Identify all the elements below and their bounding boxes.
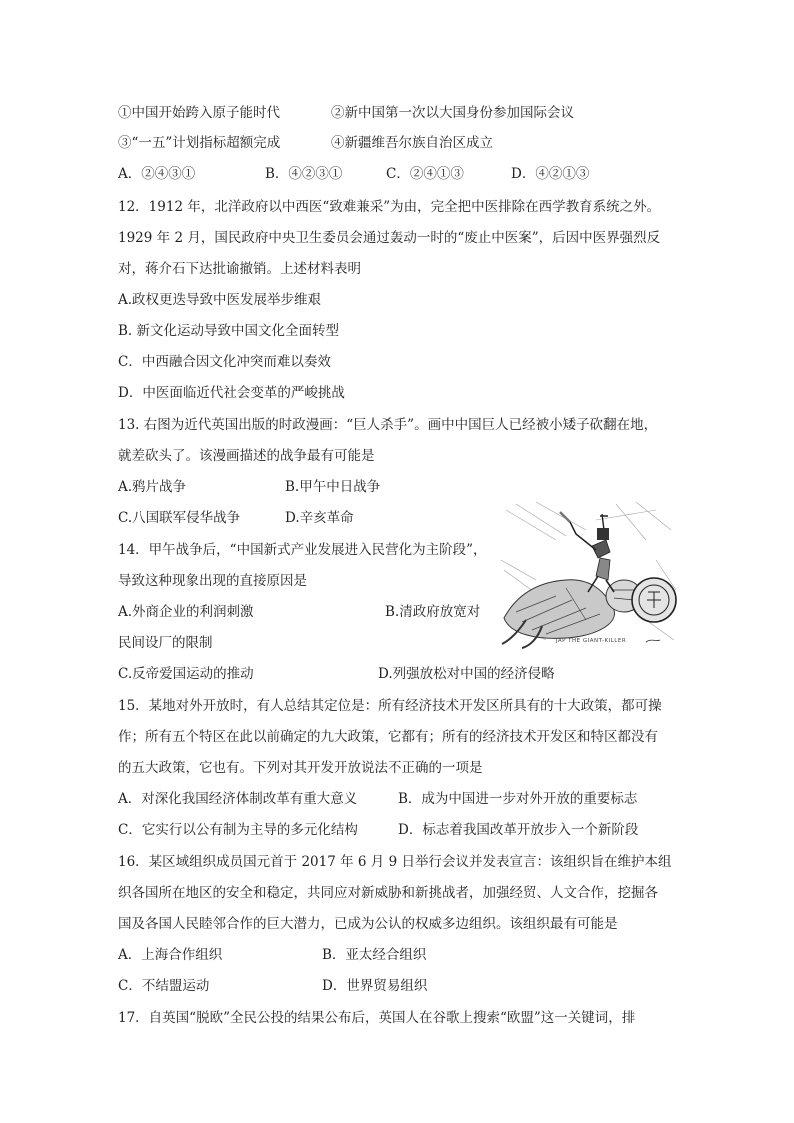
q11-item-3: ③“一五”计划指标超额完成 [118, 135, 281, 151]
q12-stem-line-3: 对，蒋介石下达批谕撤销。上述材料表明 [118, 261, 361, 277]
q11-option-b: B．④②③① [265, 166, 343, 182]
q11-option-c: C．②④①③ [386, 166, 464, 182]
q12-option-c: C．中西融合因文化冲突而难以奏效 [118, 354, 331, 370]
q14-option-b: B.清政府放宽对 [385, 604, 481, 620]
q16-option-d: D．世界贸易组织 [322, 978, 428, 994]
q14-stem-line-1: 14．甲午战争后，“中国新式产业发展进入民营化为主阶段”， [118, 542, 487, 558]
q14-option-a: A.外商企业的利润刺激 [118, 604, 254, 620]
q15-stem-line-2: 作；所有五个特区在此以前确定的九大政策，它都有；所有的经济技术开发区和特区都没有 [118, 729, 658, 745]
q13-stem-line-2: 就差砍头了。该漫画描述的战争最有可能是 [118, 448, 375, 464]
q11-option-a: A．②④③① [118, 166, 196, 182]
q12-option-b: B. 新文化运动导致中国文化全面转型 [118, 323, 340, 339]
q16-option-a: A．上海合作组织 [118, 947, 223, 963]
q16-option-b: B．亚太经合组织 [322, 947, 427, 963]
q12-option-a: A.政权更迭导致中医发展举步维艰 [118, 292, 322, 308]
cartoon-caption: JAP THE GIANT-KILLER [555, 638, 627, 644]
q16-option-c: C．不结盟运动 [118, 978, 210, 994]
q15-stem-line-3: 的五大政策，它也有。下列对其开发开放说法不正确的一项是 [118, 760, 483, 776]
q13-option-a: A.鸦片战争 [118, 479, 187, 495]
q16-stem-line-3: 国及各国人民睦邻合作的巨大潜力，已成为公认的权威多边组织。该组织最有可能是 [118, 916, 618, 932]
q15-stem-line-1: 15．某地对外开放时，有人总结其定位是：所有经济技术开发区所具有的十大政策，都可操 [118, 698, 662, 714]
q15-option-c: C．它实行以公有制为主导的多元化结构 [118, 822, 358, 838]
q16-stem-line-2: 织各国所在地区的安全和稳定，共同应对新威胁和新挑战者，加强经贸、人文合作，挖掘各 [118, 885, 658, 901]
q13-option-c: C.八国联军侵华战争 [118, 510, 241, 526]
q14-option-c: C.反帝爱国运动的推动 [118, 666, 254, 682]
q13-option-d: D.辛亥革命 [285, 510, 354, 526]
q11-option-d: D．④②①③ [511, 166, 590, 182]
q15-option-d: D．标志着我国改革开放步入一个新阶段 [398, 822, 639, 838]
q15-option-a: A．对深化我国经济体制改革有重大意义 [118, 791, 358, 807]
q16-stem-line-1: 16．某区域组织成员国元首于 2017 年 6 月 9 日举行会议并发表宣言：该组织旨在维护本组 [118, 854, 672, 870]
q11-item-4: ④新疆维吾尔族自治区成立 [331, 135, 493, 151]
cartoon-drawing [496, 500, 680, 650]
q15-option-b: B．成为中国进一步对外开放的重要标志 [398, 791, 638, 807]
q11-item-1: ①中国开始跨入原子能时代 [118, 105, 280, 121]
q17-stem-line-1: 17．自英国“脱欧”全民公投的结果公布后，英国人在谷歌上搜索“欧盟”这一关键词，排 [118, 1010, 636, 1026]
q11-item-2: ②新中国第一次以大国身份参加国际会议 [331, 105, 574, 121]
q14-option-d: D.列强放松对中国的经济侵略 [378, 666, 555, 682]
giant-killer-cartoon [496, 500, 680, 650]
q13-option-b: B.甲午中日战争 [285, 479, 381, 495]
q14-option-b-continued: 民间设厂的限制 [118, 635, 213, 651]
q12-option-d: D．中医面临近代社会变革的严峻挑战 [118, 385, 345, 401]
q12-stem-line-1: 12．1912 年，北洋政府以中西医“致难兼采”为由，完全把中医排除在西学教育系统之外。 [118, 199, 661, 215]
q12-stem-line-2: 1929 年 2 月，国民政府中央卫生委员会通过轰动一时的“废止中医案”，后因中医界强烈反 [118, 230, 661, 246]
q14-stem-line-2: 导致这种现象出现的直接原因是 [118, 573, 307, 589]
q13-stem-line-1: 13. 右图为近代英国出版的时政漫画：“巨人杀手”。画中中国巨人已经被小矮子砍翻在地， [118, 417, 658, 433]
